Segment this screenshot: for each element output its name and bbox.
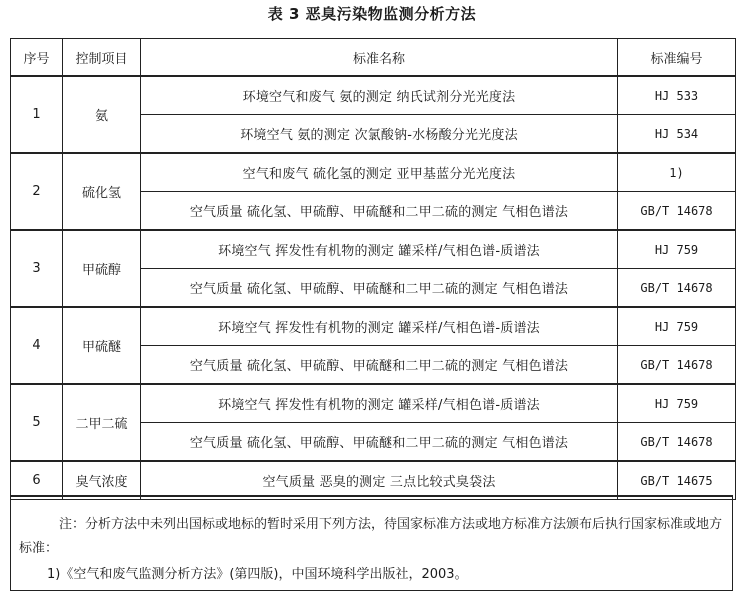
table-row bbox=[11, 153, 736, 192]
seq-cell: 5 bbox=[11, 384, 63, 461]
standard-name-cell: 空气质量 硫化氢、甲硫醇、甲硫醚和二甲二硫的测定 气相色谱法 bbox=[141, 423, 618, 462]
note-reference: 1)《空气和废气监测分析方法》(第四版)，中国环境科学出版社，2003。 bbox=[47, 567, 468, 582]
standard-name-cell: 空气质量 硫化氢、甲硫醇、甲硫醚和二甲二硫的测定 气相色谱法 bbox=[141, 346, 618, 385]
standard-name-cell: 空气质量 硫化氢、甲硫醇、甲硫醚和二甲二硫的测定 气相色谱法 bbox=[141, 192, 618, 231]
header-standard-name: 标准名称 bbox=[141, 39, 618, 77]
standard-name-cell: 空气质量 恶臭的测定 三点比较式臭袋法 bbox=[141, 461, 618, 500]
seq-cell: 3 bbox=[11, 230, 63, 307]
control-item-cell: 氨 bbox=[63, 76, 141, 153]
table-row bbox=[11, 461, 736, 500]
note-text: 注：分析方法中未列出国标或地标的暂时采用下列方法，待国家标准方法或地方标准方法颁布后执行国家标准或地方标准： bbox=[19, 517, 723, 556]
seq-cell: 6 bbox=[11, 461, 63, 500]
table-row bbox=[11, 307, 736, 346]
standard-name-cell: 环境空气 挥发性有机物的测定 罐采样/气相色谱-质谱法 bbox=[141, 230, 618, 269]
standard-name-cell: 空气质量 硫化氢、甲硫醇、甲硫醚和二甲二硫的测定 气相色谱法 bbox=[141, 269, 618, 308]
control-item-cell: 硫化氢 bbox=[63, 153, 141, 230]
seq-cell: 1 bbox=[11, 76, 63, 153]
header-seq: 序号 bbox=[11, 39, 63, 77]
standard-name-cell: 环境空气 挥发性有机物的测定 罐采样/气相色谱-质谱法 bbox=[141, 384, 618, 423]
header-control-item: 控制项目 bbox=[63, 39, 141, 77]
standard-name-cell: 环境空气 氨的测定 次氯酸钠-水杨酸分光光度法 bbox=[141, 115, 618, 154]
control-item-cell: 二甲二硫 bbox=[63, 384, 141, 461]
standard-code-cell: GB/T 14678 bbox=[618, 192, 736, 231]
control-item-cell: 臭气浓度 bbox=[63, 461, 141, 500]
standard-name-cell: 环境空气和废气 氨的测定 纳氏试剂分光光度法 bbox=[141, 76, 618, 115]
standard-code-cell: GB/T 14678 bbox=[618, 346, 736, 385]
standard-code-cell: HJ 759 bbox=[618, 230, 736, 269]
standard-code-cell: GB/T 14678 bbox=[618, 423, 736, 462]
standard-code-cell: HJ 533 bbox=[618, 76, 736, 115]
standard-code-cell: HJ 759 bbox=[618, 307, 736, 346]
table-note bbox=[10, 495, 733, 591]
standard-code-cell: HJ 534 bbox=[618, 115, 736, 154]
standards-table bbox=[10, 38, 736, 500]
control-item-cell: 甲硫醇 bbox=[63, 230, 141, 307]
table-row bbox=[11, 384, 736, 423]
table-row bbox=[11, 230, 736, 269]
standard-code-cell: GB/T 14675 bbox=[618, 461, 736, 500]
standard-name-cell: 空气和废气 硫化氢的测定 亚甲基蓝分光光度法 bbox=[141, 153, 618, 192]
table-row bbox=[11, 76, 736, 115]
control-item-cell: 甲硫醚 bbox=[63, 307, 141, 384]
table-header-row bbox=[11, 39, 736, 77]
standard-name-cell: 环境空气 挥发性有机物的测定 罐采样/气相色谱-质谱法 bbox=[141, 307, 618, 346]
header-standard-code: 标准编号 bbox=[618, 39, 736, 77]
standard-code-cell: GB/T 14678 bbox=[618, 269, 736, 308]
standard-code-cell: HJ 759 bbox=[618, 384, 736, 423]
table-caption: 表 3 恶臭污染物监测分析方法 bbox=[267, 5, 477, 23]
seq-cell: 4 bbox=[11, 307, 63, 384]
standard-code-cell: 1) bbox=[618, 153, 736, 192]
seq-cell: 2 bbox=[11, 153, 63, 230]
